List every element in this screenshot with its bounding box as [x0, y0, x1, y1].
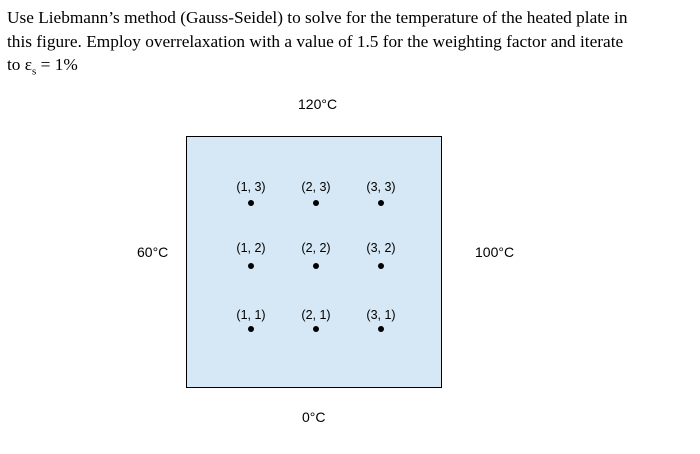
problem-line-2: this figure. Employ overrelaxation with a value of 1.5 for the weighting factor and iterate — [7, 31, 624, 51]
node-dot-2-1 — [313, 326, 319, 332]
node-label-3-3: (3, 3) — [366, 180, 396, 194]
node-dot-2-2 — [313, 263, 319, 269]
heated-plate — [186, 136, 442, 388]
node-dot-3-3 — [378, 200, 384, 206]
node-label-3-1: (3, 1) — [366, 308, 396, 322]
node-dot-1-1 — [248, 326, 254, 332]
top-boundary-temp: 120°C — [298, 96, 338, 112]
node-label-2-2: (2, 2) — [301, 241, 331, 255]
node-dot-1-2 — [248, 263, 254, 269]
node-label-1-1: (1, 1) — [236, 308, 266, 322]
node-dot-1-3 — [248, 200, 254, 206]
left-boundary-temp: 60°C — [137, 244, 169, 260]
node-label-3-2: (3, 2) — [366, 241, 396, 255]
node-label-2-3: (2, 3) — [301, 180, 331, 194]
node-label-2-1: (2, 1) — [301, 308, 331, 322]
problem-line-3-prefix: to — [7, 55, 25, 74]
problem-line-1: Use Liebmann’s method (Gauss-Seidel) to solve for the temperature of the heated plate in — [7, 8, 628, 27]
node-label-1-3: (1, 3) — [236, 180, 266, 194]
node-label-1-2: (1, 2) — [236, 241, 266, 255]
bottom-boundary-temp: 0°C — [302, 409, 326, 425]
node-dot-3-2 — [378, 263, 384, 269]
epsilon-subscript: s — [32, 65, 37, 78]
node-dot-3-1 — [378, 326, 384, 332]
epsilon-symbol: ε — [24, 55, 33, 74]
problem-line-3-suffix: = 1% — [36, 55, 78, 74]
problem-statement — [7, 6, 697, 84]
problem-line-3 — [7, 53, 697, 84]
node-dot-2-3 — [313, 200, 319, 206]
right-boundary-temp: 100°C — [475, 244, 515, 260]
